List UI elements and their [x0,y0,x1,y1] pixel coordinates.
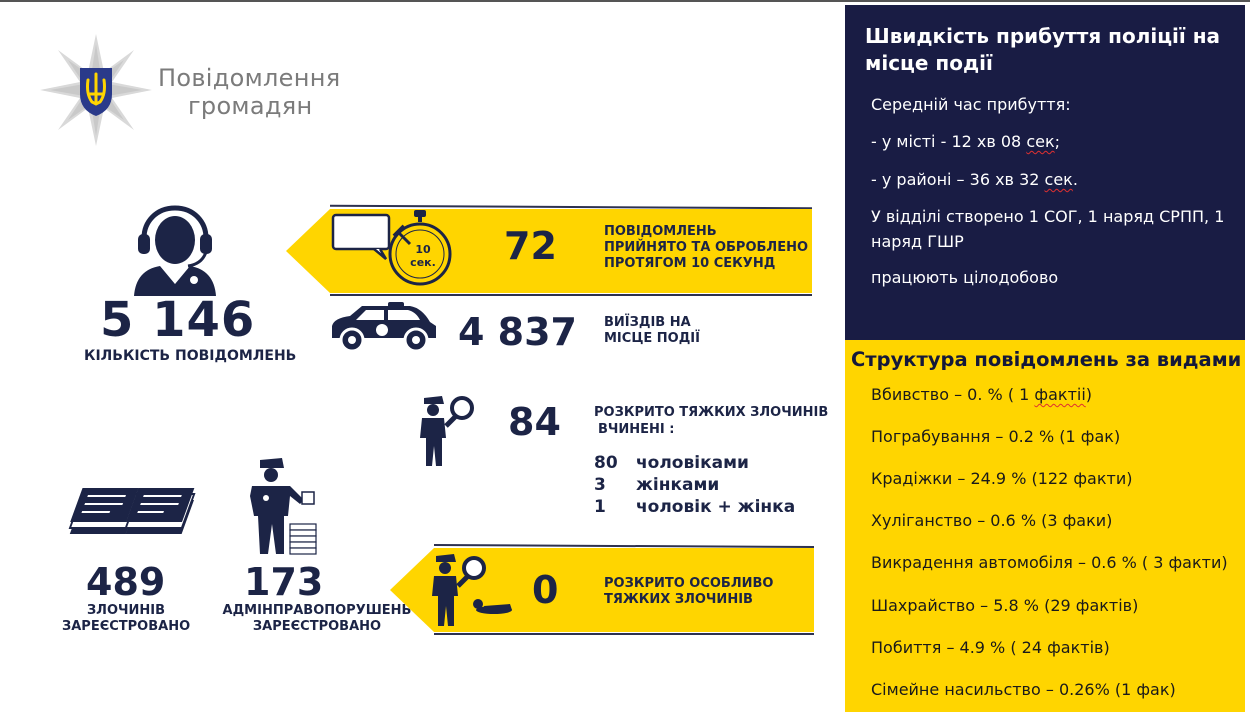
structure-title: Структура повідомлень за видами [851,348,1242,371]
structure-item: Крадіжки – 24.9 % (122 факти) [871,469,1133,488]
especially-label-line1: РОЗКРИТО ОСОБЛИВО [604,576,774,591]
departures-label-line1: ВИЇЗДІВ НА [604,315,691,330]
crimes-label-line1: ЗЛОЧИНІВ [86,603,166,618]
structure-item: Вбивство – 0. % ( 1 фактіі) [871,385,1093,404]
departures-label-line2: МІСЦЕ ПОДІЇ [604,331,700,346]
departures-label [604,315,700,347]
ribbon-bottom-edge [330,294,812,296]
crimes-label-line2: ЗАРЕЄСТРОВАНО [62,619,191,634]
ribbon2-top-edge [434,544,814,548]
arrival-schedule: працюють цілодобово [871,268,1059,287]
processed-label-line1: ПОВІДОМЛЕНЬ [604,224,717,239]
structure-item: Сімейне насильство – 0.26% (1 фак) [871,680,1176,699]
calls-count: 5 146 [100,292,256,348]
solved-label-line2: ВЧИНЕНІ : [598,422,675,437]
ribbon2-bottom-edge [434,633,814,635]
crimes-count: 489 [86,560,166,604]
structure-item: Побиття – 4.9 % ( 24 фактів) [871,638,1110,657]
arrival-intro: Середній час прибуття: [871,95,1071,114]
calls-label: КІЛЬКІСТЬ ПОВІДОМЛЕНЬ [84,348,297,364]
admin-label-line2: ЗАРЕЄСТРОВАНО [252,619,382,634]
police-investigation-icon [430,552,516,630]
especially-count: 0 [532,568,559,612]
solved-label-line1: РОЗКРИТО ТЯЖКИХ ЗЛОЧИНІВ [594,405,829,420]
processed-count: 72 [504,224,557,268]
operator-headset-icon [130,204,220,296]
logo-title [158,64,340,120]
structure-panel [845,340,1245,712]
logo-line1: Повідомлення [158,64,341,92]
departures-count: 4 837 [458,310,577,354]
processed-label-line3: ПРОТЯГОМ 10 СЕКУНД [604,256,776,271]
solved-row: 1 чоловік + жінка [594,497,796,517]
crimes-label [62,603,190,635]
arrival-panel [845,5,1245,340]
admin-count: 173 [244,560,324,604]
processed-label-line2: ПРИЙНЯТО ТА ОБРОБЛЕНО [604,240,809,255]
arrival-district: - у районі – 36 хв 32 сек. [871,170,1078,189]
solved-breakdown [594,452,795,518]
police-emblem-icon [38,32,154,148]
arrival-title: Швидкість прибуття поліції на місце події [865,24,1221,75]
logo-line2: громадян [188,92,313,120]
police-officer-papers-icon [246,456,320,556]
structure-item: Викрадення автомобіля – 0.6 % ( 3 факти) [871,553,1228,572]
solved-label [594,404,828,438]
structure-item: Шахрайство – 5.8 % (29 фактів) [871,596,1139,615]
arrival-units: У відділі створено 1 СОГ, 1 наряд СРПП, 1 наряд ГШР [871,207,1225,251]
solved-row: 3 жінками [594,475,720,495]
admin-label [222,603,412,635]
arrival-city: - у місті - 12 хв 08 сек; [871,132,1061,151]
especially-label-line2: ТЯЖКИХ ЗЛОЧИНІВ [604,592,753,607]
admin-label-line1: АДМІНПРАВОПОРУШЕНЬ [222,603,412,618]
structure-item: Хуліганство – 0.6 % (3 факи) [871,511,1113,530]
solved-count: 84 [508,400,561,444]
top-border [0,0,1250,2]
processed-label [604,224,808,272]
especially-label [604,576,773,608]
structure-item: Пограбування – 0.2 % (1 фак) [871,427,1121,446]
timer-text: 10 сек. [410,243,436,269]
police-magnifier-icon [416,392,476,468]
police-car-icon [326,300,440,354]
solved-row: 80 чоловіками [594,453,749,473]
documents-icon [60,478,198,540]
